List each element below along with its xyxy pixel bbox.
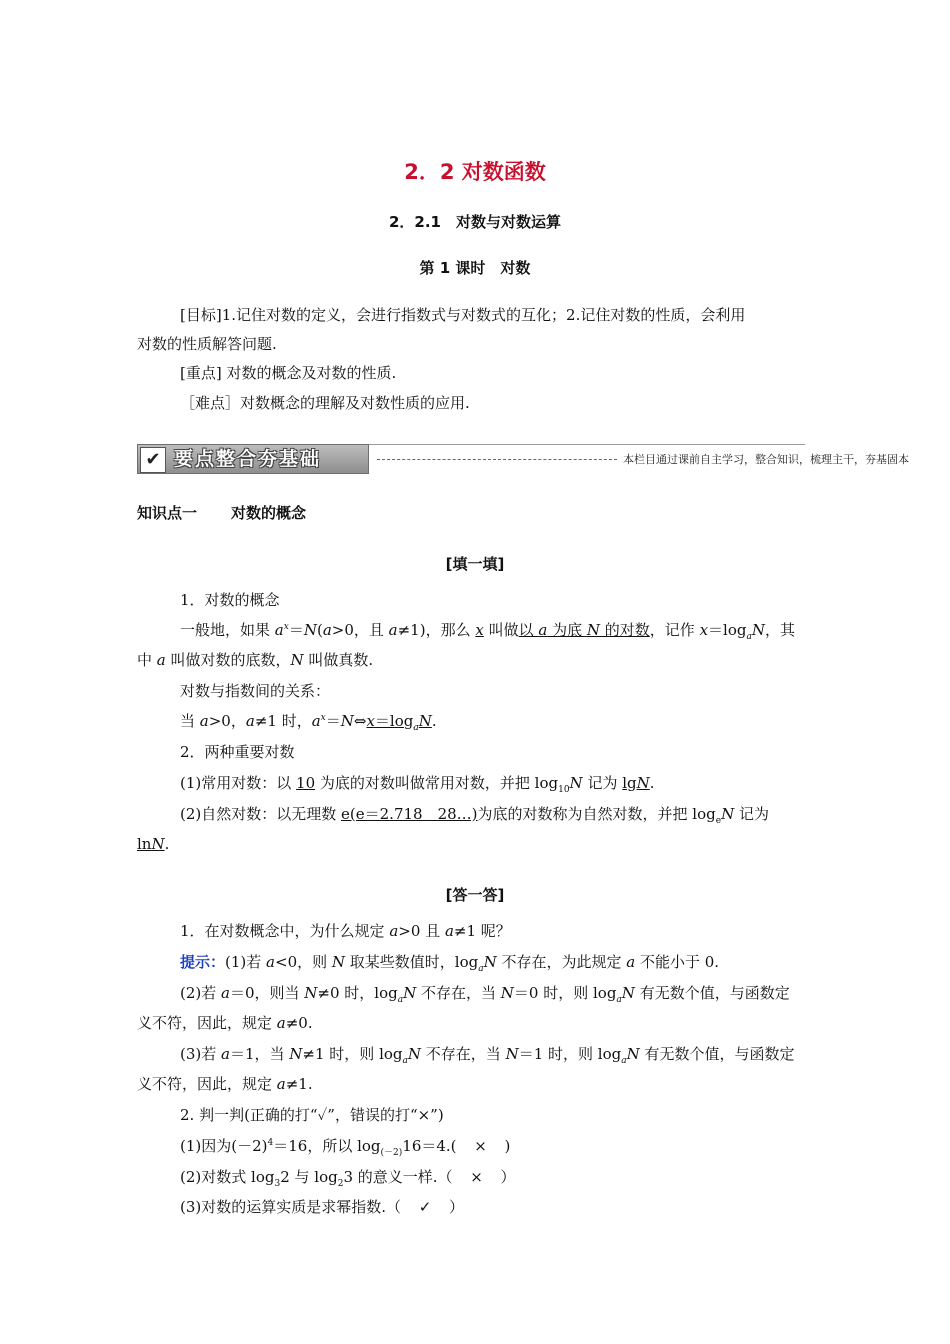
goal-line	[180, 305, 860, 325]
hint-line-3b: 义不符，因此，规定 a≠1.	[137, 1075, 313, 1093]
knowledge-heading	[137, 503, 817, 523]
hint-line-2b: 义不符，因此，规定 a≠0.	[137, 1014, 313, 1032]
definition-line-1: 一般地，如果 $a^x=N(a>0$，且 a≠1)，那么 x 叫做以 a 为底 N 的对数，记作 $x=\log_aN$，其	[180, 621, 795, 642]
natural-log-line-2: lnN.	[137, 835, 170, 853]
banner-title: 要点整合夯基础	[174, 448, 322, 470]
natural-log-line-1: (2)自然对数：以无理数 e(e＝2.718 28…)为底的对数称为自然对数，并把 $\log_eN$ 记为	[180, 805, 769, 826]
relation-label: 对数与指数间的关系：	[180, 682, 331, 700]
goal-continued: 对数的性质解答问题.	[137, 335, 277, 353]
question-2: 2. 判一判(正确的打“✓”，错误的打“×”)	[180, 1106, 444, 1124]
fill-header: [填一填]	[445, 555, 505, 573]
key-line	[180, 363, 860, 383]
answer-header: [答一答]	[445, 886, 505, 904]
judge-3: (3)对数的运算实质是求幂指数.（ ✓ ）	[180, 1198, 465, 1216]
difficulty-text: 对数概念的理解及对数性质的应用.	[240, 394, 470, 412]
knowledge-title: 对数的概念	[231, 504, 307, 522]
banner-box	[137, 444, 369, 474]
hint-label: 提示：	[180, 953, 226, 971]
judge-2: (2)对数式 $\log_32$ 与 $\log_23$ 的意义一样.（ × ）	[180, 1168, 516, 1189]
judge-1-answer: ×	[474, 1137, 487, 1155]
definition-line-2: 中 a 叫做对数的底数，N 叫做真数.	[137, 651, 374, 669]
fill-item1-title: 1．对数的概念	[180, 591, 280, 609]
banner-top-rule	[367, 444, 805, 445]
difficulty-line	[180, 393, 860, 413]
section-title: 2．2.1 对数与对数运算	[388, 213, 561, 231]
judge-1: (1)因为$(-2)^4=16$，所以 $\log_{(-2)}16=4$.( × )	[180, 1137, 511, 1158]
question-1: 1．在对数概念中，为什么规定 a>0 且 a≠1 呢？	[180, 922, 511, 940]
goal-1: 1.记住对数的定义，会进行指数式与对数式的互化；	[221, 306, 567, 324]
goal-2: 2.记住对数的性质，会利用	[566, 306, 746, 324]
page-title: 2．2 对数函数	[404, 160, 546, 184]
banner-dashed-rule	[377, 459, 617, 460]
hint-line-2: (2)若 a＝0，则当 N≠0 时，$\log_aN$ 不存在，当 N＝0 时，则 $\log_aN$ 有无数个值，与函数定	[180, 984, 790, 1005]
key-tag: [重点]	[180, 364, 222, 382]
hint-line-3: (3)若 a＝1，当 N≠1 时，则 $\log_aN$ 不存在，当 N＝1 时，则 $\log_aN$ 有无数个值，与函数定	[180, 1045, 795, 1066]
banner-note: 本栏目通过课前自主学习，整合知识，梳理主干，夯基固本	[623, 453, 909, 466]
relation-formula: 当 a>0，a≠1 时，$a^x=N\Leftrightarrow x=\log_aN$.	[180, 712, 437, 733]
judge-2-answer: ×	[470, 1168, 483, 1186]
goal-tag: [目标]	[180, 306, 222, 324]
common-log-line: (1)常用对数：以 10 为底的对数叫做常用对数，并把 $\log_{10}N$ 记为 lgN.	[180, 774, 655, 795]
section-banner	[137, 441, 909, 475]
judge-3-answer: ✓	[418, 1198, 432, 1216]
hint-line-1: 提示：(1)若 a<0，则 N 取某些数值时，$\log_aN$ 不存在，为此规定 a 不能小于 0.	[180, 953, 720, 974]
fill-item2-title: 2．两种重要对数	[180, 743, 295, 761]
key-text: 对数的概念及对数的性质.	[226, 364, 397, 382]
lesson-title: 第 1 课时 对数	[419, 259, 531, 277]
difficulty-tag: ［难点］	[180, 394, 241, 412]
knowledge-label: 知识点一	[137, 504, 198, 522]
check-icon: ✔	[140, 447, 166, 473]
